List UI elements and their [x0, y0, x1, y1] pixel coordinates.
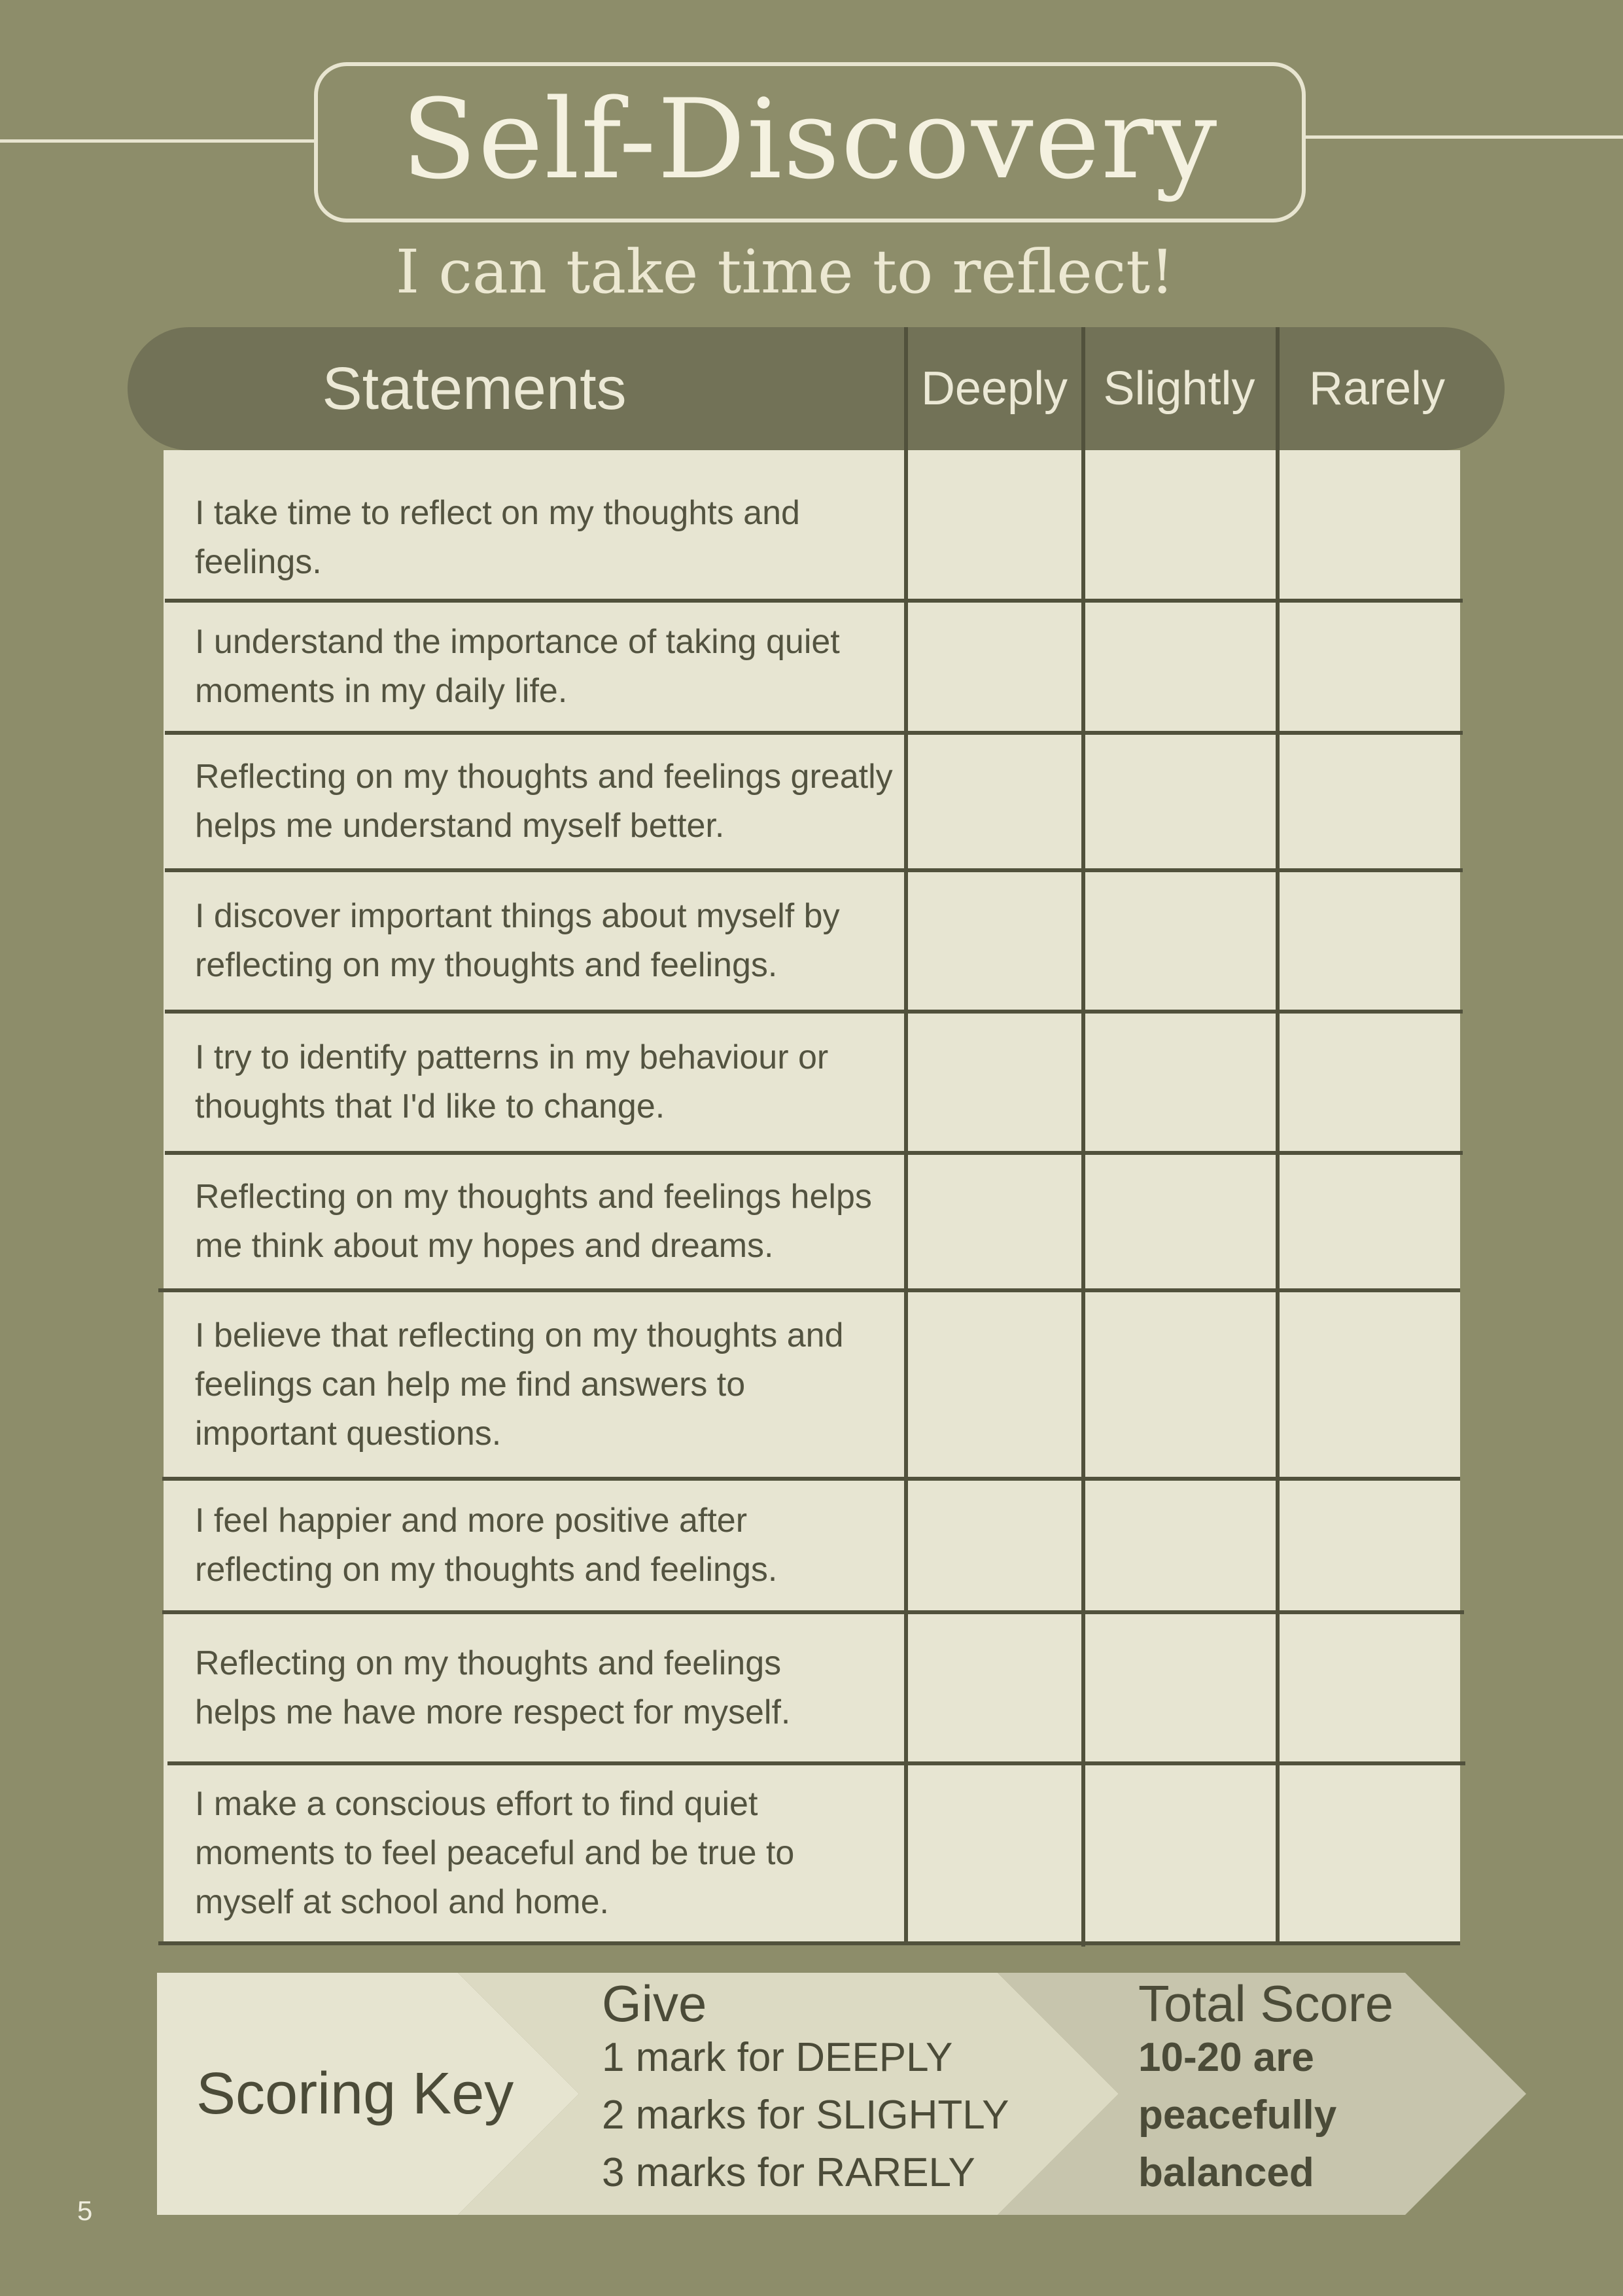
total-score-line: balanced — [1138, 2150, 1314, 2195]
table-row — [164, 1481, 904, 1610]
statement-text: I feel happier and more positive after reflecting on my thoughts and feelings. — [195, 1502, 778, 1589]
statement-text: Reflecting on my thoughts and feelings helps me have more respect for myself. — [195, 1644, 791, 1731]
row-divider — [158, 1941, 1460, 1945]
column-header-slightly: Slightly — [1103, 362, 1255, 415]
statement-text: I try to identify patterns in my behaviour or thoughts that I'd like to change. — [195, 1038, 829, 1125]
page-subtitle: I can take time to reflect! — [395, 237, 1175, 307]
table-header — [128, 327, 1505, 450]
page-number: 5 — [77, 2195, 93, 2226]
give-title: Give — [602, 1975, 707, 2032]
column-divider-1 — [904, 327, 908, 1943]
page-title: Self-Discovery — [401, 75, 1219, 203]
table-row — [164, 735, 904, 868]
total-score-line: 10-20 are — [1138, 2035, 1314, 2080]
table-row — [164, 1614, 904, 1761]
column-divider-3 — [1276, 327, 1280, 1943]
column-divider-2 — [1081, 327, 1085, 1947]
table-row — [164, 872, 904, 1010]
scoring-key-label: Scoring Key — [196, 2060, 514, 2127]
statement-text: I believe that reflecting on my thoughts and feelings can help me find answers to important questions. — [195, 1316, 844, 1453]
total-score-line: peacefully — [1138, 2093, 1337, 2138]
table-row — [164, 1292, 904, 1477]
total-score-title: Total Score — [1138, 1975, 1394, 2032]
total-score-block — [1138, 1973, 1393, 2202]
statement-text: I discover important things about myself by reflecting on my thoughts and feelings. — [195, 897, 840, 984]
column-header-deeply: Deeply — [920, 362, 1068, 415]
give-line-deeply: 1 mark for DEEPLY — [602, 2035, 953, 2080]
statement-text: Reflecting on my thoughts and feelings greatly helps me understand myself better. — [195, 758, 893, 845]
give-marks-block — [602, 1973, 1009, 2202]
table-row — [164, 603, 904, 731]
title-rule-left — [0, 139, 315, 143]
statement-text: Reflecting on my thoughts and feelings helps me think about my hopes and dreams. — [195, 1178, 872, 1265]
column-header-rarely: Rarely — [1308, 362, 1446, 415]
table-row — [164, 1765, 904, 1941]
scoring-key-banner — [157, 1973, 1527, 2215]
table-row — [164, 1155, 904, 1288]
title-rule-right — [1304, 135, 1623, 139]
table-row — [164, 1014, 904, 1151]
title-frame — [314, 62, 1306, 222]
statement-text: I make a conscious effort to find quiet moments to feel peaceful and be true to myself at school and home. — [195, 1785, 795, 1921]
give-line-slightly: 2 marks for SLIGHTLY — [602, 2093, 1009, 2138]
statement-text: I understand the importance of taking quiet moments in my daily life. — [195, 623, 840, 710]
statement-text: I take time to reflect on my thoughts and feelings. — [195, 493, 800, 581]
give-line-rarely: 3 marks for RARELY — [602, 2150, 975, 2195]
column-header-statements: Statements — [322, 355, 627, 422]
table-row — [164, 450, 904, 599]
